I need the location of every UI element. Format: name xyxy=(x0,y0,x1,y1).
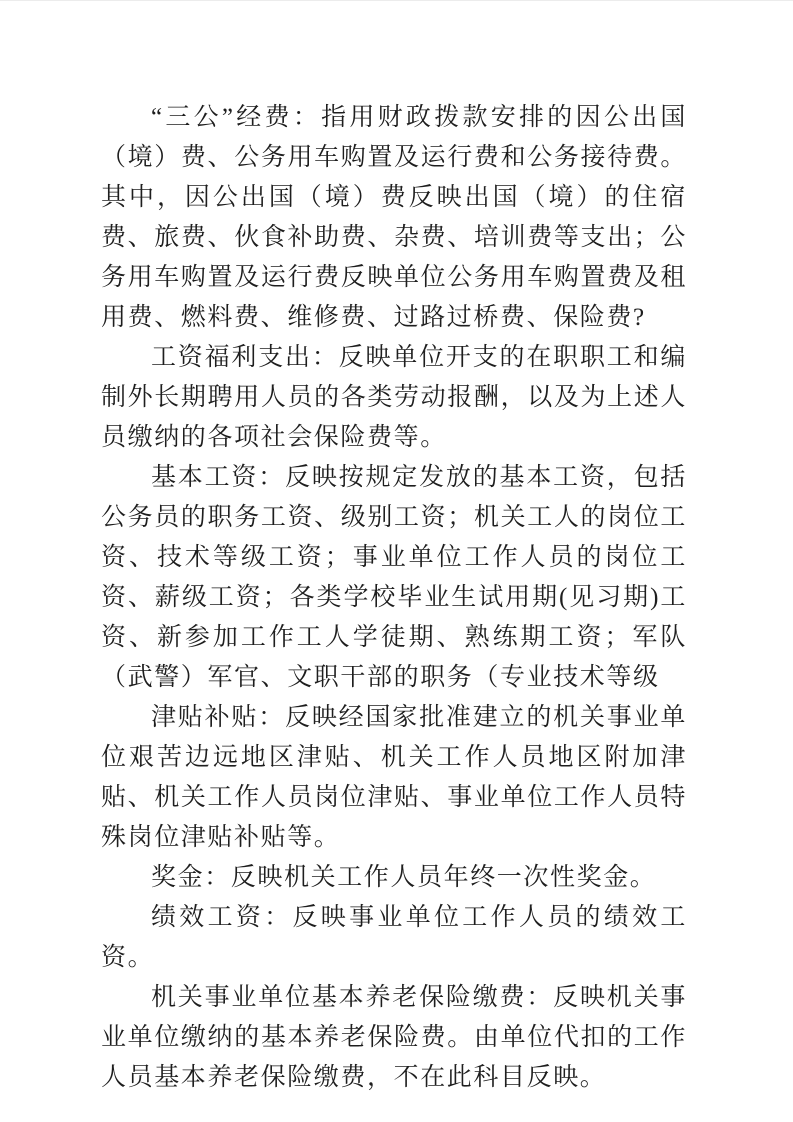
document-body xyxy=(101,98,687,1098)
paragraph-allowances-subsidies: 津贴补贴：反映经国家批准建立的机关事业单位艰苦边远地区津贴、机关工作人员地区附加津贴、机关工作人员岗位津贴、事业单位工作人员特殊岗位津贴补贴等。 xyxy=(101,704,687,851)
paragraph-wage-welfare: 工资福利支出：反映单位开支的在职职工和编制外长期聘用人员的各类劳动报酬，以及为上述人员缴纳的各项社会保险费等。 xyxy=(101,344,687,451)
paragraph-pension-contribution: 机关事业单位基本养老保险缴费：反映机关事业单位缴纳的基本养老保险费。由单位代扣的工作人员基本养老保险缴费，不在此科目反映。 xyxy=(101,984,687,1091)
paragraph-basic-salary: 基本工资：反映按规定发放的基本工资，包括公务员的职务工资、级别工资；机关工人的岗位工资、技术等级工资；事业单位工作人员的岗位工资、薪级工资；各类学校毕业生试用期(见习期)工资、新参加工作工人学徒期、熟练期工资；军队（武警）军官、文职干部的职务（专业技术等级 xyxy=(101,464,687,691)
paragraph-performance-pay: 绩效工资：反映事业单位工作人员的绩效工资。 xyxy=(101,904,687,971)
paragraph-sangong-expenses: “三公”经费：指用财政拨款安排的因公出国（境）费、公务用车购置及运行费和公务接待费。其中，因公出国（境）费反映出国（境）的住宿费、旅费、伙食补助费、杂费、培训费等支出；公务用车购置及运行费反映单位公务用车购置费及租用费、燃料费、维修费、过路过桥费、保险费? xyxy=(101,104,687,331)
paragraph-bonus: 奖金：反映机关工作人员年终一次性奖金。 xyxy=(151,864,657,891)
